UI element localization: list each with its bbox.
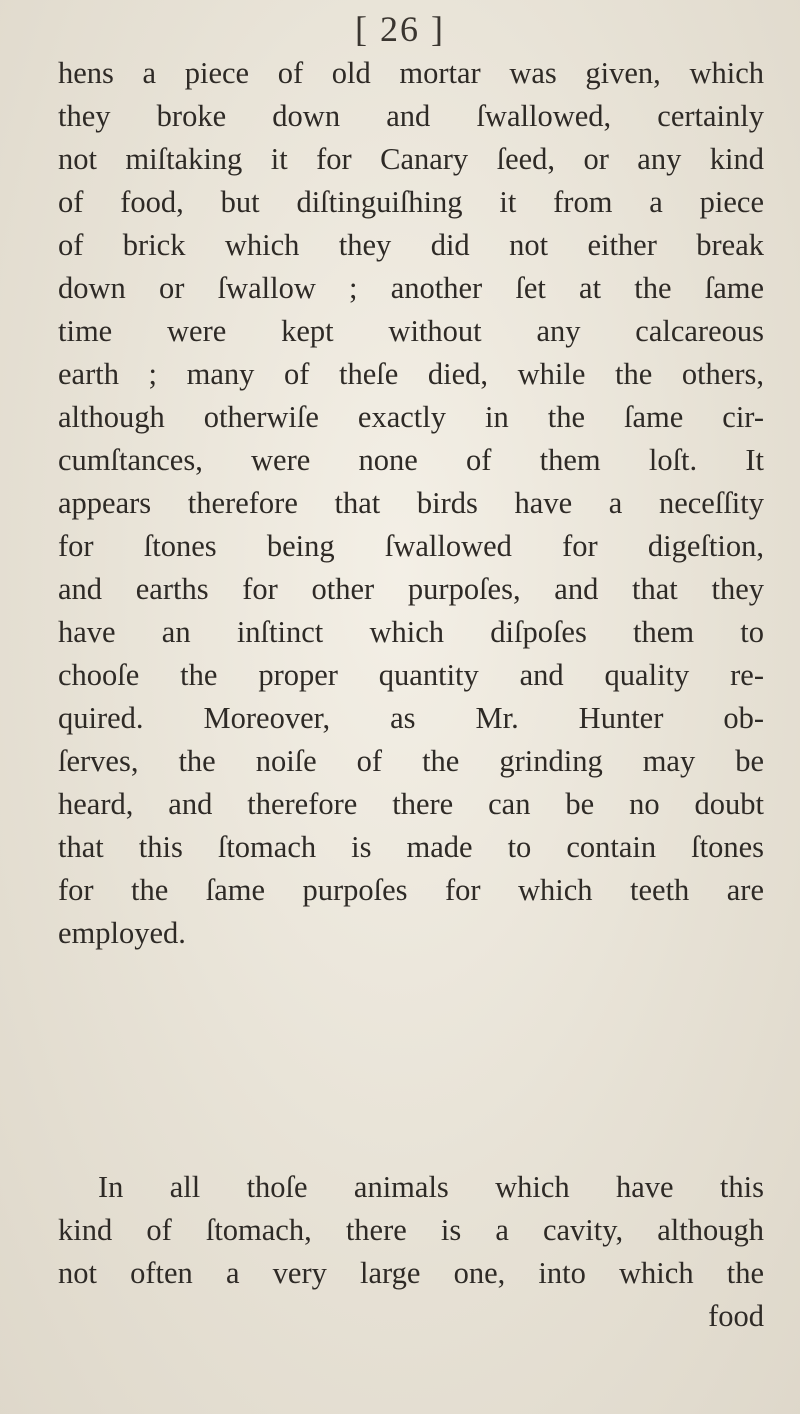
paragraph-1 — [58, 52, 764, 955]
text-line: kind of ſtomach, there is a cavity, although — [58, 1213, 764, 1247]
text-line: and earths for other purpoſes, and that they — [58, 572, 764, 606]
text-line: although otherwiſe exactly in the ſame cir- — [58, 400, 764, 434]
text-line: they broke down and ſwallowed, certainly — [58, 99, 764, 133]
text-line: cumſtances, were none of them loſt. It — [58, 443, 764, 477]
text-line: chooſe the proper quantity and quality re- — [58, 658, 764, 692]
text-line: not often a very large one, into which the — [58, 1256, 764, 1290]
text-line: that this ſtomach is made to contain ſtones — [58, 830, 764, 864]
text-line: earth ; many of theſe died, while the others, — [58, 357, 764, 391]
text-line: of brick which they did not either break — [58, 228, 764, 262]
text-line: not miſtaking it for Canary ſeed, or any kind — [58, 142, 764, 176]
text-line: down or ſwallow ; another ſet at the ſame — [58, 271, 764, 305]
text-line: for ſtones being ſwallowed for digeſtion, — [58, 529, 764, 563]
text-line: ſerves, the noiſe of the grinding may be — [58, 744, 764, 778]
catchword: food — [708, 1299, 764, 1333]
text-line: for the ſame purpoſes for which teeth are — [58, 873, 764, 907]
page-number: [ 26 ] — [355, 9, 445, 49]
paragraph-2 — [58, 1166, 764, 1338]
text-line: hens a piece of old mortar was given, which — [58, 56, 764, 90]
text-line: employed. — [58, 916, 186, 950]
text-line: heard, and therefore there can be no doubt — [58, 787, 764, 821]
text-line: time were kept without any calcareous — [58, 314, 764, 348]
text-line: In all thoſe animals which have this — [98, 1170, 764, 1204]
text-line: of food, but diſtinguiſhing it from a piece — [58, 185, 764, 219]
text-line: have an inſtinct which diſpoſes them to — [58, 615, 764, 649]
text-line: quired. Moreover, as Mr. Hunter ob- — [58, 701, 764, 735]
text-line: appears therefore that birds have a neceſſity — [58, 486, 764, 520]
